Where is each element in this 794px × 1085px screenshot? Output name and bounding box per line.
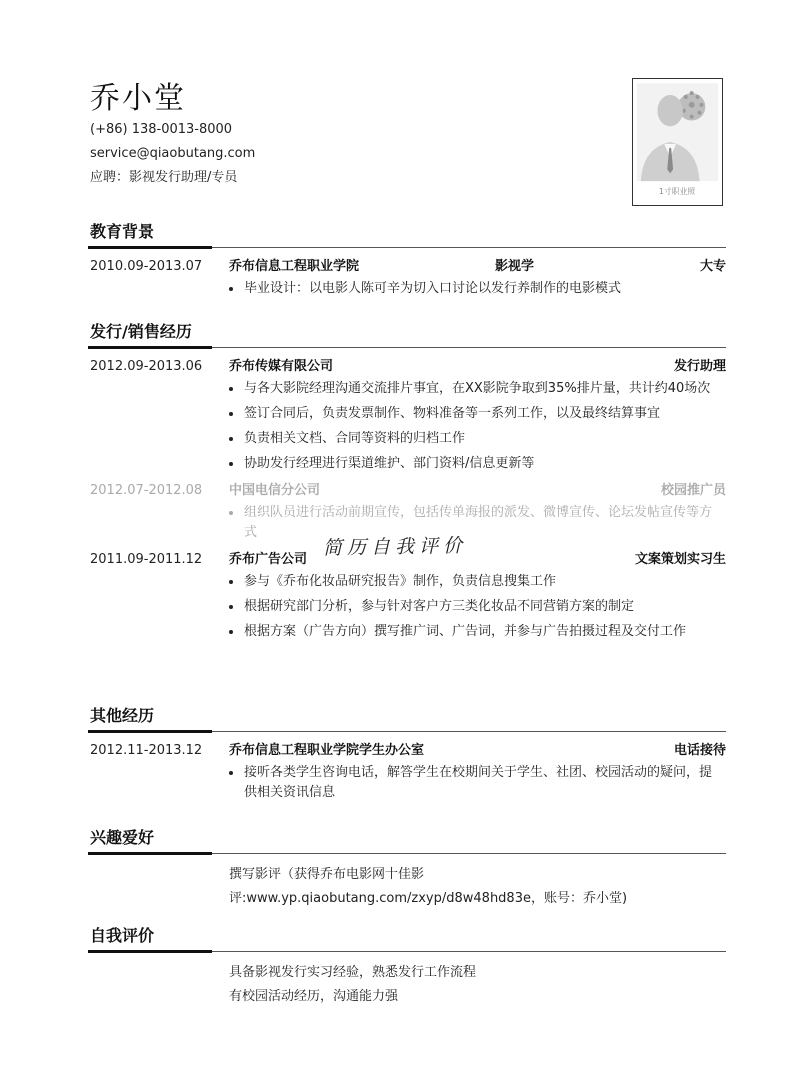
list-item: 与各大影院经理沟通交流排片事宜，在XX影院争取到35%排片量，共计约40场次 [229,379,726,399]
entry-date: 2012.09-2013.06 [90,359,203,374]
section-title: 兴趣爱好 [90,828,155,847]
list-item: 参与《乔布化妆品研究报告》制作，负责信息搜集工作 [229,572,726,592]
photo-caption: 1寸职业照 [658,186,696,196]
entry-date: 2012.07-2012.08 [90,483,203,498]
list-item: 组织队员进行活动前期宣传，包括传单海报的派发、微博宣传、论坛发帖宣传等方式 [229,503,726,543]
entry-date: 2010.09-2013.07 [90,259,203,274]
hobby-line: 撰写影评（获得乔布电影网十佳影 [229,867,425,882]
section-title: 其他经历 [90,706,155,725]
section-other-experience [88,704,726,808]
job-role: 电话接待 [673,743,726,758]
hobby-line: 评:www.yp.qiaobutang.com/zxyp/d8w48hd83e，账号：乔小堂) [229,891,628,906]
major: 影视学 [495,259,535,274]
section-hobbies [88,826,726,912]
list-item: 签订合同后，负责发票制作、物料准备等一系列工作，以及最终结算事宜 [229,404,726,424]
list-item: 根据方案（广告方向）撰写推广词、广告词，并参与广告拍摄过程及交付工作 [229,622,726,642]
candidate-name: 乔小堂 [90,81,186,116]
list-item: 负责相关文档、合同等资料的归档工作 [229,429,726,449]
list-item: 协助发行经理进行渠道维护、部门资料/信息更新等 [229,454,726,474]
section-title: 自我评价 [90,926,155,945]
section-divider [88,346,726,349]
experience-entry [88,358,726,474]
hobbies-text [229,864,726,910]
resume-header [90,80,630,190]
section-divider [88,950,726,953]
education-entry [88,258,726,299]
job-role: 发行助理 [673,359,726,374]
list-item: 接听各类学生咨询电话，解答学生在校期间关于学生、社团、校园活动的疑问，提供相关资讯信息 [229,763,726,803]
job-role: 校园推广员 [660,483,726,498]
handwritten-overlay: 简历自我评价 [322,534,468,560]
experience-entry [88,742,726,803]
phone-number: (+86) 138-0013-8000 [90,122,233,137]
job-role: 文案策划实习生 [634,552,726,567]
entry-date: 2011.09-2011.12 [90,552,203,567]
section-education [88,220,726,304]
section-divider [88,246,726,249]
degree: 大专 [699,259,726,274]
section-distribution [88,320,726,647]
school-name: 乔布信息工程职业学院 [229,259,360,274]
contact-info [90,118,630,190]
evaluation-line: 有校园活动经历，沟通能力强 [229,989,399,1004]
entry-date: 2012.11-2013.12 [90,743,203,758]
list-item: 根据研究部门分析，参与针对客户方三类化妆品不同营销方案的制定 [229,597,726,617]
list-item: 毕业设计：以电影人陈可辛为切入口讨论以发行养制作的电影模式 [229,279,726,299]
company-name: 乔布广告公司 [229,552,308,567]
experience-entry [88,551,726,642]
organization-name: 乔布信息工程职业学院学生办公室 [229,743,425,758]
company-name: 中国电信分公司 [229,483,321,498]
company-name: 乔布传媒有限公司 [229,359,334,374]
section-title: 发行/销售经历 [90,322,192,341]
section-divider [88,730,726,733]
profile-photo [632,78,723,206]
section-title: 教育背景 [90,222,155,241]
self-evaluation-text [229,962,726,1008]
section-divider [88,852,726,855]
avatar-placeholder-icon [633,79,722,205]
evaluation-line: 具备影视发行实习经验，熟悉发行工作流程 [229,965,477,980]
section-self-evaluation [88,924,726,1010]
job-objective: 应聘：影视发行助理/专员 [90,170,238,185]
email-address: service@qiaobutang.com [90,146,256,161]
